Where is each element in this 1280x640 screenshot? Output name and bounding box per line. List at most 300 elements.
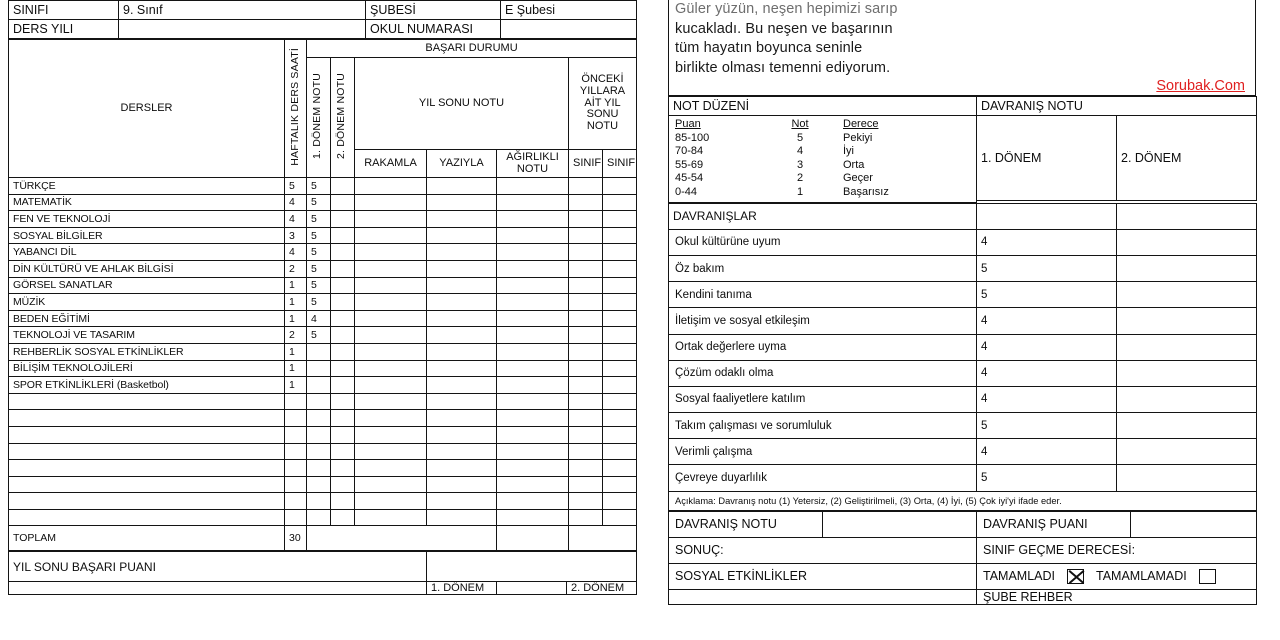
subject-term2-grade[interactable] (331, 493, 355, 510)
behaviour-term1-score[interactable]: 5 (977, 255, 1117, 281)
subject-weekly-hours: 1 (285, 294, 307, 311)
subject-prev-class-2[interactable] (603, 509, 637, 526)
behaviour-term1-score[interactable]: 4 (977, 386, 1117, 412)
behaviour-label: Ortak değerlere uyma (669, 334, 977, 360)
term2-label: 2. DÖNEM NOTU (335, 72, 347, 160)
subject-year-end-numeric[interactable] (355, 294, 427, 311)
subject-prev-class-2[interactable] (603, 227, 637, 244)
subject-year-end-numeric[interactable] (355, 343, 427, 360)
subject-name: REHBERLİK SOSYAL ETKİNLİKLER (9, 343, 285, 360)
subject-term2-grade[interactable] (331, 343, 355, 360)
behaviour-term1-score[interactable]: 5 (977, 282, 1117, 308)
year-end-score-value[interactable] (427, 552, 637, 582)
subject-year-end-numeric[interactable] (355, 443, 427, 460)
summary-blank-2 (497, 582, 567, 595)
subject-prev-class-2[interactable] (603, 277, 637, 294)
subject-prev-class-1[interactable] (569, 426, 603, 443)
total-label: TOPLAM (9, 526, 285, 551)
grades-table (8, 39, 637, 551)
behaviour-term1-score[interactable]: 4 (977, 334, 1117, 360)
scale-derece: Pekiyi (843, 131, 873, 144)
subject-name (9, 460, 285, 477)
col-header-weekly-hours (285, 40, 307, 178)
subject-prev-class-2[interactable] (603, 211, 637, 228)
subject-prev-class-2[interactable] (603, 410, 637, 427)
subject-weekly-hours: 1 (285, 343, 307, 360)
subject-term2-grade[interactable] (331, 327, 355, 344)
tamamladi-checkbox[interactable] (1067, 569, 1084, 584)
subject-weekly-hours: 4 (285, 194, 307, 211)
table-row (9, 582, 637, 595)
subject-term1-grade[interactable] (307, 493, 331, 510)
sube-rehber-label: ŞUBE REHBER (977, 589, 1257, 604)
subject-prev-class-1[interactable] (569, 294, 603, 311)
message-line: birlikte olması temenni ediyorum. (675, 59, 891, 76)
subject-term2-grade[interactable] (331, 294, 355, 311)
subject-year-end-written[interactable] (427, 244, 497, 261)
left-panel (8, 0, 636, 595)
subject-weighted-grade[interactable] (497, 509, 569, 526)
subject-prev-class-2[interactable] (603, 310, 637, 327)
scale-row (675, 159, 976, 173)
subject-weekly-hours: 4 (285, 244, 307, 261)
scale-col-not: Not (791, 118, 809, 130)
subject-weighted-grade[interactable] (497, 178, 569, 195)
subject-name: YABANCI DİL (9, 244, 285, 261)
total-blank-3 (569, 526, 637, 551)
subject-prev-class-2[interactable] (603, 443, 637, 460)
behaviour-label: Sosyal faaliyetlere katılım (669, 386, 977, 412)
subject-term2-grade[interactable] (331, 509, 355, 526)
table-row (9, 552, 637, 582)
header-row (669, 203, 1257, 229)
table-row (669, 360, 1257, 386)
subject-term1-grade[interactable]: 5 (307, 260, 331, 277)
subject-year-end-written[interactable] (427, 460, 497, 477)
subject-weighted-grade[interactable] (497, 476, 569, 493)
message-box (668, 0, 1256, 96)
subject-year-end-written[interactable] (427, 377, 497, 394)
subject-weekly-hours: 3 (285, 227, 307, 244)
subject-term2-grade[interactable] (331, 410, 355, 427)
subject-term1-grade[interactable]: 5 (307, 211, 331, 228)
subject-prev-class-2[interactable] (603, 178, 637, 195)
subject-year-end-numeric[interactable] (355, 260, 427, 277)
subject-term2-grade[interactable] (331, 227, 355, 244)
subject-term2-grade[interactable] (331, 244, 355, 261)
school-no-value[interactable] (501, 20, 637, 39)
subject-prev-class-2[interactable] (603, 294, 637, 311)
behaviour-term2-score[interactable] (1117, 308, 1257, 334)
table-row (9, 460, 637, 477)
subject-prev-class-2[interactable] (603, 244, 637, 261)
subject-term1-grade[interactable]: 5 (307, 178, 331, 195)
subject-weekly-hours (285, 476, 307, 493)
behaviour-header-blank-1 (977, 203, 1117, 229)
table-row (669, 334, 1257, 360)
tamamladi-cell (977, 563, 1257, 589)
subject-year-end-numeric[interactable] (355, 244, 427, 261)
subject-year-end-written[interactable] (427, 327, 497, 344)
subject-term2-grade[interactable] (331, 211, 355, 228)
scale-puan: 85-100 (675, 131, 710, 144)
table-row (669, 439, 1257, 465)
scale-not: 2 (796, 172, 804, 185)
subject-name: GÖRSEL SANATLAR (9, 277, 285, 294)
subject-weighted-grade[interactable] (497, 227, 569, 244)
subject-year-end-numeric[interactable] (355, 360, 427, 377)
scale-col-derece: Derece (843, 118, 879, 130)
subject-weighted-grade[interactable] (497, 493, 569, 510)
subject-weighted-grade[interactable] (497, 360, 569, 377)
subject-year-end-numeric[interactable] (355, 211, 427, 228)
behaviour-term2-score[interactable] (1117, 229, 1257, 255)
behaviour-note: Açıklama: Davranış notu (1) Yetersiz, (2) Geliştirilmeli, (3) Orta, (4) İyi, (5) Çok iyi'yi ifade eder. (669, 491, 1257, 510)
subject-year-end-written[interactable] (427, 277, 497, 294)
subject-year-end-numeric[interactable] (355, 493, 427, 510)
subject-weighted-grade[interactable] (497, 294, 569, 311)
subject-weekly-hours: 2 (285, 260, 307, 277)
message-line: Güler yüzün, neşen hepimizi sarıp (675, 1, 898, 17)
summary-term2-label: 2. DÖNEM (567, 582, 637, 595)
subject-prev-class-2[interactable] (603, 493, 637, 510)
subject-year-end-numeric[interactable] (355, 327, 427, 344)
subject-year-end-written[interactable] (427, 310, 497, 327)
school-no-label: OKUL NUMARASI (366, 20, 501, 39)
sosyal-etkinlikler-label: SOSYAL ETKİNLİKLER (669, 563, 977, 589)
subject-prev-class-2[interactable] (603, 327, 637, 344)
subject-prev-class-1[interactable] (569, 460, 603, 477)
subject-year-end-written[interactable] (427, 476, 497, 493)
subject-name: DİN KÜLTÜRÜ VE AHLAK BİLGİSİ (9, 260, 285, 277)
subject-weighted-grade[interactable] (497, 343, 569, 360)
subject-weighted-grade[interactable] (497, 260, 569, 277)
table-row (669, 413, 1257, 439)
subject-term1-grade[interactable]: 5 (307, 244, 331, 261)
subject-term1-grade[interactable]: 4 (307, 310, 331, 327)
subject-name: MATEMATİK (9, 194, 285, 211)
subject-weighted-grade[interactable] (497, 460, 569, 477)
message-line: tüm hayatın boyunca seninle (675, 40, 863, 56)
subject-term2-grade[interactable] (331, 360, 355, 377)
scale-behaviour-header-table (668, 96, 1257, 203)
subject-prev-class-1[interactable] (569, 393, 603, 410)
subject-term1-grade[interactable] (307, 476, 331, 493)
subject-prev-class-1[interactable] (569, 227, 603, 244)
behaviour-table (668, 203, 1257, 511)
table-row (9, 410, 637, 427)
subject-prev-class-2[interactable] (603, 460, 637, 477)
table-row (669, 563, 1257, 589)
subject-weighted-grade[interactable] (497, 377, 569, 394)
behaviour-term2-score[interactable] (1117, 439, 1257, 465)
subject-term1-grade[interactable] (307, 343, 331, 360)
subject-prev-class-2[interactable] (603, 476, 637, 493)
tamamladi-label: TAMAMLADI (983, 569, 1055, 584)
behaviour-term2-score[interactable] (1117, 255, 1257, 281)
subject-year-end-numeric[interactable] (355, 426, 427, 443)
subject-term1-grade[interactable] (307, 426, 331, 443)
subject-weekly-hours (285, 460, 307, 477)
subject-year-end-written[interactable] (427, 493, 497, 510)
scale-derece: Orta (843, 158, 865, 171)
subject-year-end-numeric[interactable] (355, 377, 427, 394)
behaviour-note-row (669, 491, 1257, 510)
subject-year-end-written[interactable] (427, 360, 497, 377)
subject-name (9, 426, 285, 443)
subject-weighted-grade[interactable] (497, 194, 569, 211)
right-panel (668, 0, 1256, 605)
subject-name: SOSYAL BİLGİLER (9, 227, 285, 244)
table-row (9, 509, 637, 526)
subject-weighted-grade[interactable] (497, 327, 569, 344)
section-value[interactable]: E Şubesi (501, 1, 637, 20)
subject-term1-grade[interactable] (307, 460, 331, 477)
behaviour-term2-score[interactable] (1117, 465, 1257, 491)
total-blank-2 (497, 526, 569, 551)
subject-weekly-hours: 4 (285, 211, 307, 228)
subject-year-end-written[interactable] (427, 343, 497, 360)
subject-term2-grade[interactable] (331, 393, 355, 410)
table-row (9, 20, 637, 39)
subject-term2-grade[interactable] (331, 377, 355, 394)
footer-table (668, 511, 1257, 605)
table-row (9, 476, 637, 493)
subject-term1-grade[interactable]: 5 (307, 227, 331, 244)
subject-year-end-numeric[interactable] (355, 509, 427, 526)
summary-blank (9, 582, 427, 595)
subject-weekly-hours: 1 (285, 310, 307, 327)
table-row (9, 244, 637, 261)
subject-prev-class-1[interactable] (569, 178, 603, 195)
subject-prev-class-1[interactable] (569, 443, 603, 460)
subject-prev-class-2[interactable] (603, 360, 637, 377)
subject-year-end-written[interactable] (427, 443, 497, 460)
subject-name (9, 476, 285, 493)
subject-term1-grade[interactable] (307, 360, 331, 377)
tamamlamadi-checkbox[interactable] (1199, 569, 1216, 584)
behaviour-header: DAVRANIŞ NOTU (977, 97, 1257, 116)
col-header-sinif-1: SINIF (569, 150, 603, 178)
year-end-score-label: YIL SONU BAŞARI PUANI (9, 552, 427, 582)
behaviour-term1-score[interactable]: 5 (977, 465, 1117, 491)
subject-year-end-numeric[interactable] (355, 178, 427, 195)
subject-prev-class-2[interactable] (603, 260, 637, 277)
subject-prev-class-1[interactable] (569, 327, 603, 344)
subject-term1-grade[interactable] (307, 410, 331, 427)
subject-term1-grade[interactable]: 5 (307, 294, 331, 311)
behaviour-term2-score[interactable] (1117, 360, 1257, 386)
subject-prev-class-2[interactable] (603, 393, 637, 410)
subject-term2-grade[interactable] (331, 178, 355, 195)
davranis-notu-value[interactable] (823, 511, 977, 537)
table-row (9, 227, 637, 244)
subject-weighted-grade[interactable] (497, 410, 569, 427)
subject-weekly-hours (285, 443, 307, 460)
scale-puan: 55-69 (675, 158, 704, 171)
subject-term1-grade[interactable] (307, 377, 331, 394)
subject-prev-class-2[interactable] (603, 343, 637, 360)
subject-year-end-numeric[interactable] (355, 476, 427, 493)
table-row (9, 493, 637, 510)
subject-term2-grade[interactable] (331, 426, 355, 443)
year-label: DERS YILI (9, 20, 119, 39)
subject-year-end-numeric[interactable] (355, 277, 427, 294)
table-row (9, 211, 637, 228)
subject-prev-class-2[interactable] (603, 426, 637, 443)
subject-prev-class-1[interactable] (569, 509, 603, 526)
subject-year-end-written[interactable] (427, 509, 497, 526)
subject-term1-grade[interactable]: 5 (307, 194, 331, 211)
subject-term1-grade[interactable] (307, 393, 331, 410)
weekly-hours-label: HAFTALIK DERS SAATİ (289, 48, 301, 166)
subject-year-end-numeric[interactable] (355, 410, 427, 427)
subject-prev-class-1[interactable] (569, 493, 603, 510)
subject-year-end-numeric[interactable] (355, 460, 427, 477)
table-row (9, 443, 637, 460)
subject-term1-grade[interactable] (307, 443, 331, 460)
subject-year-end-written[interactable] (427, 294, 497, 311)
subject-weighted-grade[interactable] (497, 277, 569, 294)
section-label: ŞUBESİ (366, 1, 501, 20)
subject-name: BİLİŞİM TEKNOLOJİLERİ (9, 360, 285, 377)
total-hours: 30 (285, 526, 307, 551)
scale-puan: 45-54 (675, 172, 704, 185)
grades-body (9, 178, 637, 526)
subject-term2-grade[interactable] (331, 476, 355, 493)
table-row (669, 589, 1257, 604)
scale-row (675, 145, 976, 159)
table-row (9, 294, 637, 311)
subject-prev-class-1[interactable] (569, 410, 603, 427)
table-row (9, 426, 637, 443)
subject-term1-grade[interactable] (307, 509, 331, 526)
subject-prev-class-1[interactable] (569, 377, 603, 394)
subject-weighted-grade[interactable] (497, 426, 569, 443)
subject-year-end-numeric[interactable] (355, 227, 427, 244)
subject-name: TEKNOLOJİ VE TASARIM (9, 327, 285, 344)
scale-puan: 0-44 (675, 185, 698, 198)
subject-term2-grade[interactable] (331, 310, 355, 327)
subject-term2-grade[interactable] (331, 260, 355, 277)
scale-derece: Geçer (843, 172, 873, 185)
subject-prev-class-1[interactable] (569, 244, 603, 261)
subject-term1-grade[interactable]: 5 (307, 327, 331, 344)
behaviour-list-header: DAVRANIŞLAR (669, 203, 977, 229)
col-header-previous-years: ÖNCEKİ YILLARA AİT YIL SONU NOTU (569, 58, 637, 150)
table-row (669, 308, 1257, 334)
davranis-puani-label: DAVRANIŞ PUANI (977, 511, 1131, 537)
subject-year-end-numeric[interactable] (355, 393, 427, 410)
subject-year-end-numeric[interactable] (355, 194, 427, 211)
behaviour-label: Çözüm odaklı olma (669, 360, 977, 386)
subject-name (9, 410, 285, 427)
subject-prev-class-1[interactable] (569, 211, 603, 228)
table-row (9, 310, 637, 327)
behaviour-term1-score[interactable]: 4 (977, 308, 1117, 334)
subject-term2-grade[interactable] (331, 460, 355, 477)
behaviour-term1-score[interactable]: 4 (977, 439, 1117, 465)
subject-prev-class-1[interactable] (569, 277, 603, 294)
grading-scale-cell (669, 116, 977, 203)
col-header-yaziyla: YAZIYLA (427, 150, 497, 178)
behaviour-term1-score[interactable]: 4 (977, 360, 1117, 386)
sinif-gecme-label: SINIF GEÇME DERECESİ: (977, 537, 1257, 563)
subject-name: TÜRKÇE (9, 178, 285, 195)
subject-weekly-hours: 5 (285, 178, 307, 195)
subject-year-end-written[interactable] (427, 178, 497, 195)
behaviour-term1-score[interactable]: 4 (977, 229, 1117, 255)
scale-not: 4 (796, 145, 804, 158)
table-row (669, 116, 1257, 201)
subject-term1-grade[interactable]: 5 (307, 277, 331, 294)
subject-year-end-written[interactable] (427, 426, 497, 443)
subject-prev-class-1[interactable] (569, 260, 603, 277)
table-row (9, 194, 637, 211)
behaviour-term2-score[interactable] (1117, 386, 1257, 412)
subject-name (9, 509, 285, 526)
message-lines (675, 0, 993, 78)
subject-weighted-grade[interactable] (497, 310, 569, 327)
total-row (9, 526, 637, 551)
subject-year-end-written[interactable] (427, 260, 497, 277)
table-row (669, 511, 1257, 537)
subject-year-end-written[interactable] (427, 227, 497, 244)
behaviour-label: Okul kültürüne uyum (669, 229, 977, 255)
subject-prev-class-1[interactable] (569, 310, 603, 327)
subject-weighted-grade[interactable] (497, 443, 569, 460)
subject-year-end-written[interactable] (427, 194, 497, 211)
subject-weighted-grade[interactable] (497, 211, 569, 228)
subject-weekly-hours (285, 393, 307, 410)
table-row (9, 1, 637, 20)
col-header-term1 (307, 58, 331, 178)
behaviour-term2-score[interactable] (1117, 282, 1257, 308)
sonuc-label: SONUÇ: (669, 537, 977, 563)
subject-term2-grade[interactable] (331, 194, 355, 211)
year-value[interactable] (119, 20, 366, 39)
behaviour-label: Takım çalışması ve sorumluluk (669, 413, 977, 439)
tamamlamadi-label: TAMAMLAMADI (1096, 569, 1187, 584)
subject-prev-class-1[interactable] (569, 194, 603, 211)
scale-row (675, 186, 976, 200)
subject-year-end-written[interactable] (427, 410, 497, 427)
subject-name: BEDEN EĞİTİMİ (9, 310, 285, 327)
subject-prev-class-2[interactable] (603, 377, 637, 394)
subject-prev-class-2[interactable] (603, 194, 637, 211)
subject-prev-class-1[interactable] (569, 343, 603, 360)
behaviour-term2-score[interactable] (1117, 334, 1257, 360)
scale-header-row (675, 118, 976, 132)
davranis-puani-value[interactable] (1131, 511, 1257, 537)
table-row (9, 393, 637, 410)
subject-prev-class-1[interactable] (569, 476, 603, 493)
behaviour-term1-score[interactable]: 5 (977, 413, 1117, 439)
subject-weighted-grade[interactable] (497, 244, 569, 261)
behaviour-term2-score[interactable] (1117, 413, 1257, 439)
table-row (9, 377, 637, 394)
subject-term2-grade[interactable] (331, 443, 355, 460)
subject-prev-class-1[interactable] (569, 360, 603, 377)
subject-year-end-written[interactable] (427, 393, 497, 410)
class-value[interactable]: 9. Sınıf (119, 1, 366, 20)
subject-weighted-grade[interactable] (497, 393, 569, 410)
subject-year-end-written[interactable] (427, 211, 497, 228)
col-header-sinif-2: SINIF (603, 150, 637, 178)
subject-term2-grade[interactable] (331, 277, 355, 294)
scale-derece: Başarısız (843, 185, 889, 198)
subject-year-end-numeric[interactable] (355, 310, 427, 327)
